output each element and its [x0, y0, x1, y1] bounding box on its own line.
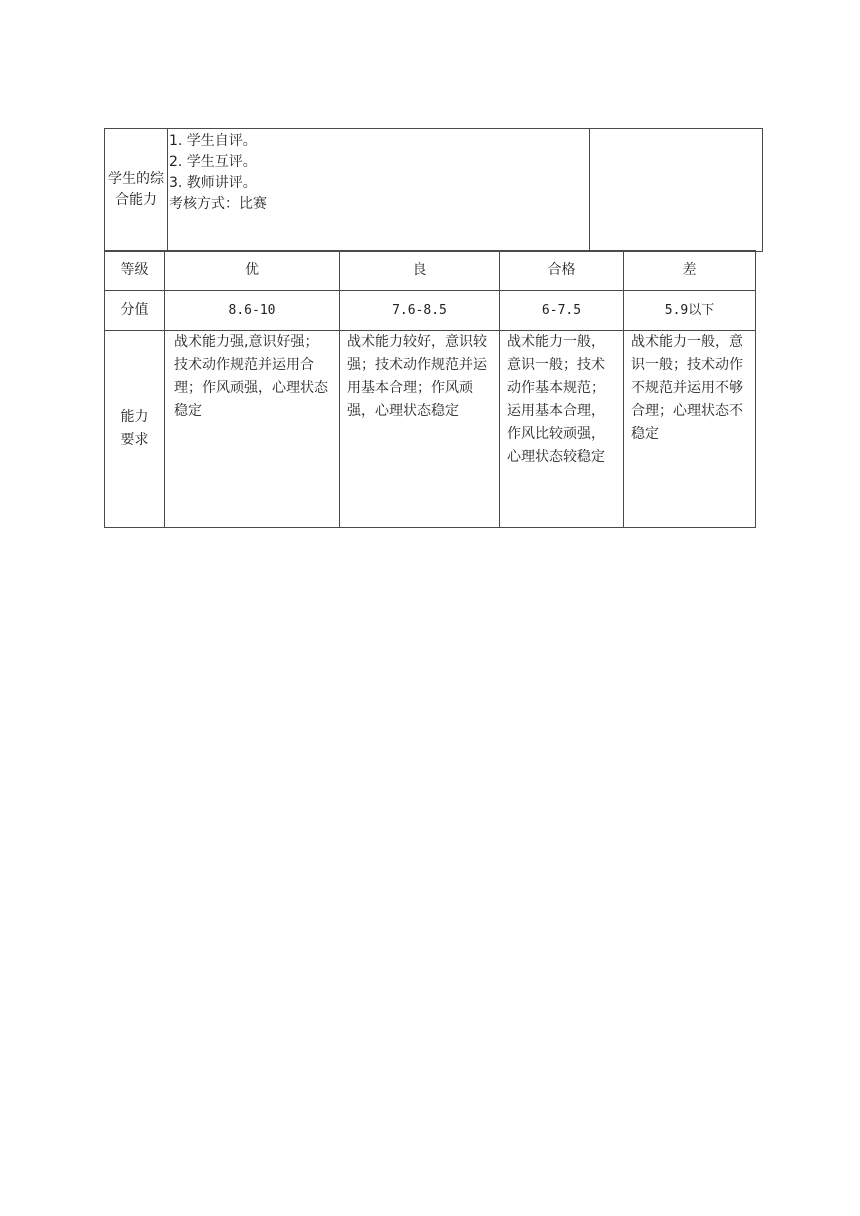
score-pass: 6-7.5 [500, 291, 624, 331]
requirement-good-cell [340, 331, 500, 528]
requirement-poor: 战术能力一般，意识一般；技术动作不规范并运用不够合理；心理状态不稳定 [631, 334, 743, 442]
comprehensive-ability-label: 学生的综合能力 [108, 171, 164, 208]
requirements-label-cell [105, 331, 165, 528]
grade-good: 良 [340, 251, 500, 291]
requirement-poor-cell [624, 331, 756, 528]
grade-poor: 差 [624, 251, 756, 291]
blank-note-cell [590, 129, 763, 252]
requirement-excellent-cell [165, 331, 340, 528]
grade-pass: 合格 [500, 251, 624, 291]
score-row [105, 291, 756, 331]
method-peer-evaluation: 2. 学生互评。 [169, 154, 257, 170]
comprehensive-ability-label-cell [105, 129, 168, 252]
requirement-pass: 战术能力一般，意识一般；技术动作基本规范；运用基本合理，作风比较顽强，心理状态较稳定 [507, 334, 605, 465]
grade-excellent: 优 [165, 251, 340, 291]
grading-table [104, 250, 756, 528]
assessment-methods-cell [168, 129, 590, 252]
requirement-pass-cell [500, 331, 624, 528]
requirement-excellent: 战术能力强,意识好强；技术动作规范并运用合理；作风顽强，心理状态稳定 [174, 334, 328, 419]
score-good: 7.6-8.5 [340, 291, 500, 331]
score-excellent: 8.6-10 [165, 291, 340, 331]
assessment-type: 考核方式：比赛 [169, 196, 267, 212]
grade-header-row [105, 251, 756, 291]
requirements-row [105, 331, 756, 528]
assessment-method-row [105, 129, 763, 252]
requirements-label: 能力要求 [120, 409, 149, 448]
method-teacher-evaluation: 3. 教师讲评。 [169, 175, 257, 191]
score-label: 分值 [105, 291, 165, 331]
grade-label: 等级 [105, 251, 165, 291]
method-self-evaluation: 1. 学生自评。 [169, 133, 257, 149]
score-poor: 5.9以下 [624, 291, 756, 331]
requirement-good: 战术能力较好，意识较强；技术动作规范并运用基本合理；作风顽强，心理状态稳定 [347, 334, 487, 419]
assessment-method-table [104, 128, 763, 252]
